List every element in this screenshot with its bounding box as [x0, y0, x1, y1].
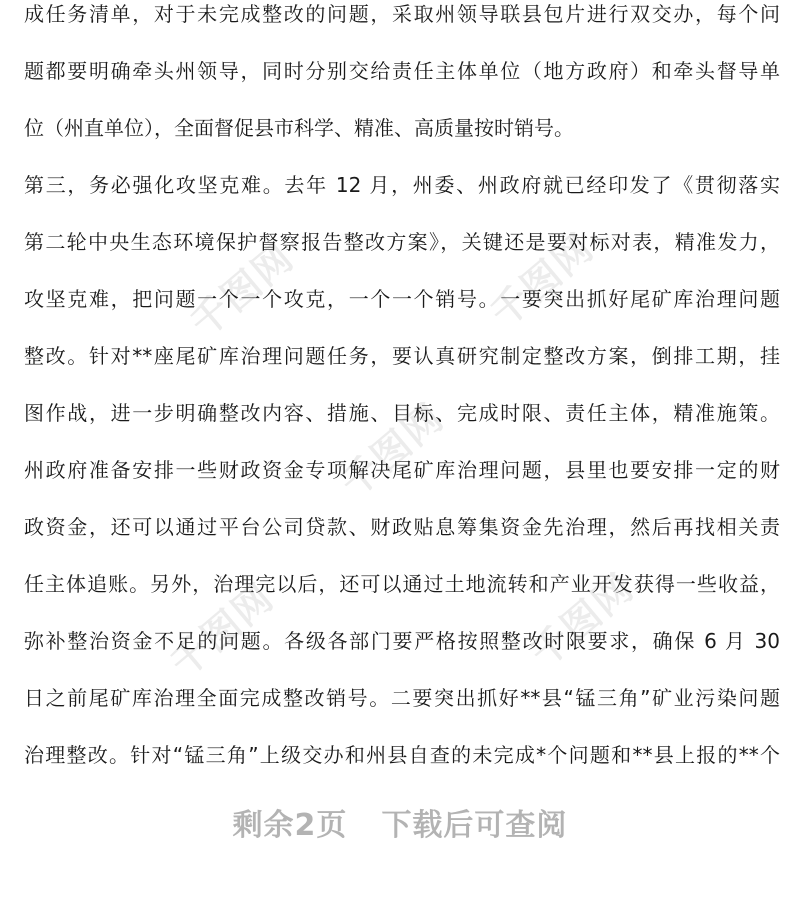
text-line: 整改。针对**座尾矿库治理问题任务，要认真研究制定整改方案，倒排工期，挂	[24, 344, 780, 368]
text-line: 第二轮中央生态环境保护督察报告整改方案》，关键还是要对标对表，精准发力，	[24, 230, 780, 254]
watermark: 千图网	[332, 394, 453, 506]
watermark: 千图网	[162, 574, 283, 686]
text-line: 日之前尾矿库治理全面完成整改销号。二要突出抓好**县“锰三角”矿业污染问题	[24, 686, 780, 710]
watermark: 千图网	[182, 234, 303, 346]
document-body	[24, 0, 780, 784]
text-line: 成任务清单，对于未完成整改的问题，采取州领导联县包片进行双交办，每个问	[24, 2, 780, 26]
watermark: 千图网	[522, 564, 643, 676]
remaining-pages-notice[interactable]	[0, 800, 800, 844]
text-line: 图作战，进一步明确整改内容、措施、目标、完成时限、责任主体，精准施策。	[24, 401, 780, 425]
download-to-read-label: 下载后可查阅	[381, 808, 568, 843]
text-line: 题都要明确牵头州领导，同时分别交给责任主体单位（地方政府）和牵头督导单	[24, 59, 780, 83]
text-line: 第三，务必强化攻坚克难。去年 12 月，州委、州政府就已经印发了《贯彻落实	[24, 173, 780, 197]
remaining-pages-label: 剩余2页	[232, 808, 348, 843]
text-line: 位（州直单位），全面督促县市科学、精准、高质量按时销号。	[24, 116, 574, 140]
text-line: 攻坚克难，把问题一个一个攻克，一个一个销号。一要突出抓好尾矿库治理问题	[24, 287, 780, 311]
text-line: 州政府准备安排一些财政资金专项解决尾矿库治理问题，县里也要安排一定的财	[24, 458, 780, 482]
text-line: 弥补整治资金不足的问题。各级各部门要严格按照整改时限要求，确保 6 月 30	[24, 629, 780, 653]
text-line: 治理整改。针对“锰三角”上级交办和州县自查的未完成*个问题和**县上报的**个	[24, 743, 780, 767]
text-line: 政资金，还可以通过平台公司贷款、财政贴息筹集资金先治理，然后再找相关责	[24, 515, 780, 539]
text-line: 任主体追账。另外，治理完以后，还可以通过土地流转和产业开发获得一些收益，	[24, 572, 780, 596]
watermark: 千图网	[482, 224, 603, 336]
